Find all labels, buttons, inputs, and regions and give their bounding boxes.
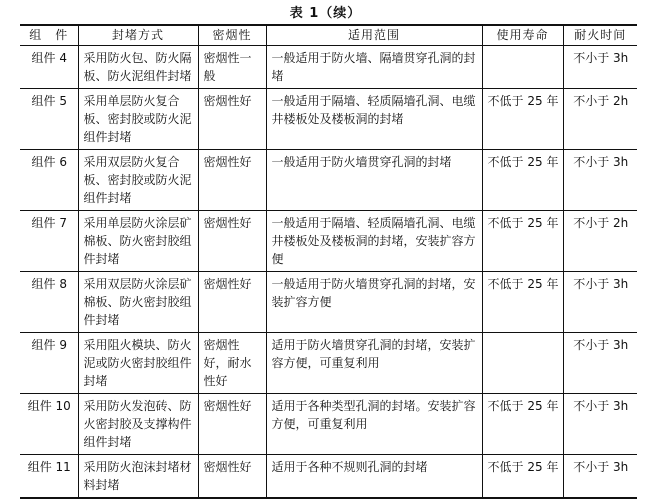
table-row: [20, 394, 637, 455]
cell-scope: 一般适用于隔墙、轻质隔墙孔洞、电缆井楼板处及楼板洞的封堵，安装扩容方便: [266, 211, 482, 272]
cell-method: 采用单层防火涂层矿棉板、防火密封胶组件封堵: [78, 211, 198, 272]
cell-component: 组件 8: [20, 272, 78, 333]
table-row: [20, 89, 637, 150]
cell-component: 组件 7: [20, 211, 78, 272]
cell-fire: 不小于 3h: [563, 394, 637, 455]
cell-method: 采用阻火模块、防火泥或防火密封胶组件封堵: [78, 333, 198, 394]
column-header-scope: 适用范围: [266, 25, 482, 46]
table-row: [20, 455, 637, 499]
column-header-component: 组 件: [20, 25, 78, 46]
cell-fire: 不小于 3h: [563, 333, 637, 394]
cell-smoke: 密烟性好，耐水性好: [198, 333, 266, 394]
column-header-smoke: 密烟性: [198, 25, 266, 46]
cell-smoke: 密烟性好: [198, 211, 266, 272]
cell-life: 不低于 25 年: [482, 211, 563, 272]
column-header-method: 封堵方式: [78, 25, 198, 46]
cell-smoke: 密烟性好: [198, 150, 266, 211]
cell-scope: 适用于各种不规则孔洞的封堵: [266, 455, 482, 499]
cell-scope: 一般适用于防火墙、隔墙贯穿孔洞的封堵: [266, 46, 482, 89]
cell-fire: 不小于 3h: [563, 46, 637, 89]
cell-life: 不低于 25 年: [482, 89, 563, 150]
table-row: [20, 46, 637, 89]
cell-component: 组件 9: [20, 333, 78, 394]
cell-method: 采用防火泡沫封堵材料封堵: [78, 455, 198, 499]
cell-method: 采用单层防火复合板、密封胶或防火泥组件封堵: [78, 89, 198, 150]
cell-scope: 一般适用于隔墙、轻质隔墙孔洞、电缆井楼板处及楼板洞的封堵: [266, 89, 482, 150]
cell-scope: 一般适用于防火墙贯穿孔洞的封堵: [266, 150, 482, 211]
cell-fire: 不小于 3h: [563, 150, 637, 211]
table-row: [20, 333, 637, 394]
cell-smoke: 密烟性好: [198, 455, 266, 499]
cell-life: 不低于 25 年: [482, 455, 563, 499]
cell-component: 组件 6: [20, 150, 78, 211]
cell-scope: 适用于各种类型孔洞的封堵。安装扩容方便，可重复利用: [266, 394, 482, 455]
cell-fire: 不小于 3h: [563, 272, 637, 333]
cell-smoke: 密烟性一般: [198, 46, 266, 89]
cell-component: 组件 11: [20, 455, 78, 499]
cell-method: 采用防火发泡砖、防火密封胶及支撑构件组件封堵: [78, 394, 198, 455]
spec-table: [20, 24, 637, 499]
column-header-life: 使用寿命: [482, 25, 563, 46]
cell-method: 采用双层防火涂层矿棉板、防火密封胶组件封堵: [78, 272, 198, 333]
cell-life: [482, 46, 563, 89]
cell-life: 不低于 25 年: [482, 150, 563, 211]
column-header-fire: 耐火时间: [563, 25, 637, 46]
cell-component: 组件 10: [20, 394, 78, 455]
table-caption: 表 1（续）: [289, 6, 362, 21]
cell-method: 采用双层防火复合板、密封胶或防火泥组件封堵: [78, 150, 198, 211]
table-row: [20, 150, 637, 211]
cell-life: [482, 333, 563, 394]
cell-life: 不低于 25 年: [482, 394, 563, 455]
cell-smoke: 密烟性好: [198, 394, 266, 455]
table-header-row: [20, 25, 637, 46]
cell-component: 组件 4: [20, 46, 78, 89]
cell-fire: 不小于 3h: [563, 455, 637, 499]
table-row: [20, 211, 637, 272]
cell-scope: 适用于防火墙贯穿孔洞的封堵，安装扩容方便，可重复利用: [266, 333, 482, 394]
cell-component: 组件 5: [20, 89, 78, 150]
cell-fire: 不小于 2h: [563, 211, 637, 272]
table-row: [20, 272, 637, 333]
cell-scope: 一般适用于防火墙贯穿孔洞的封堵，安装扩容方便: [266, 272, 482, 333]
cell-fire: 不小于 2h: [563, 89, 637, 150]
cell-method: 采用防火包、防火隔板、防火泥组件封堵: [78, 46, 198, 89]
cell-smoke: 密烟性好: [198, 272, 266, 333]
cell-life: 不低于 25 年: [482, 272, 563, 333]
cell-smoke: 密烟性好: [198, 89, 266, 150]
